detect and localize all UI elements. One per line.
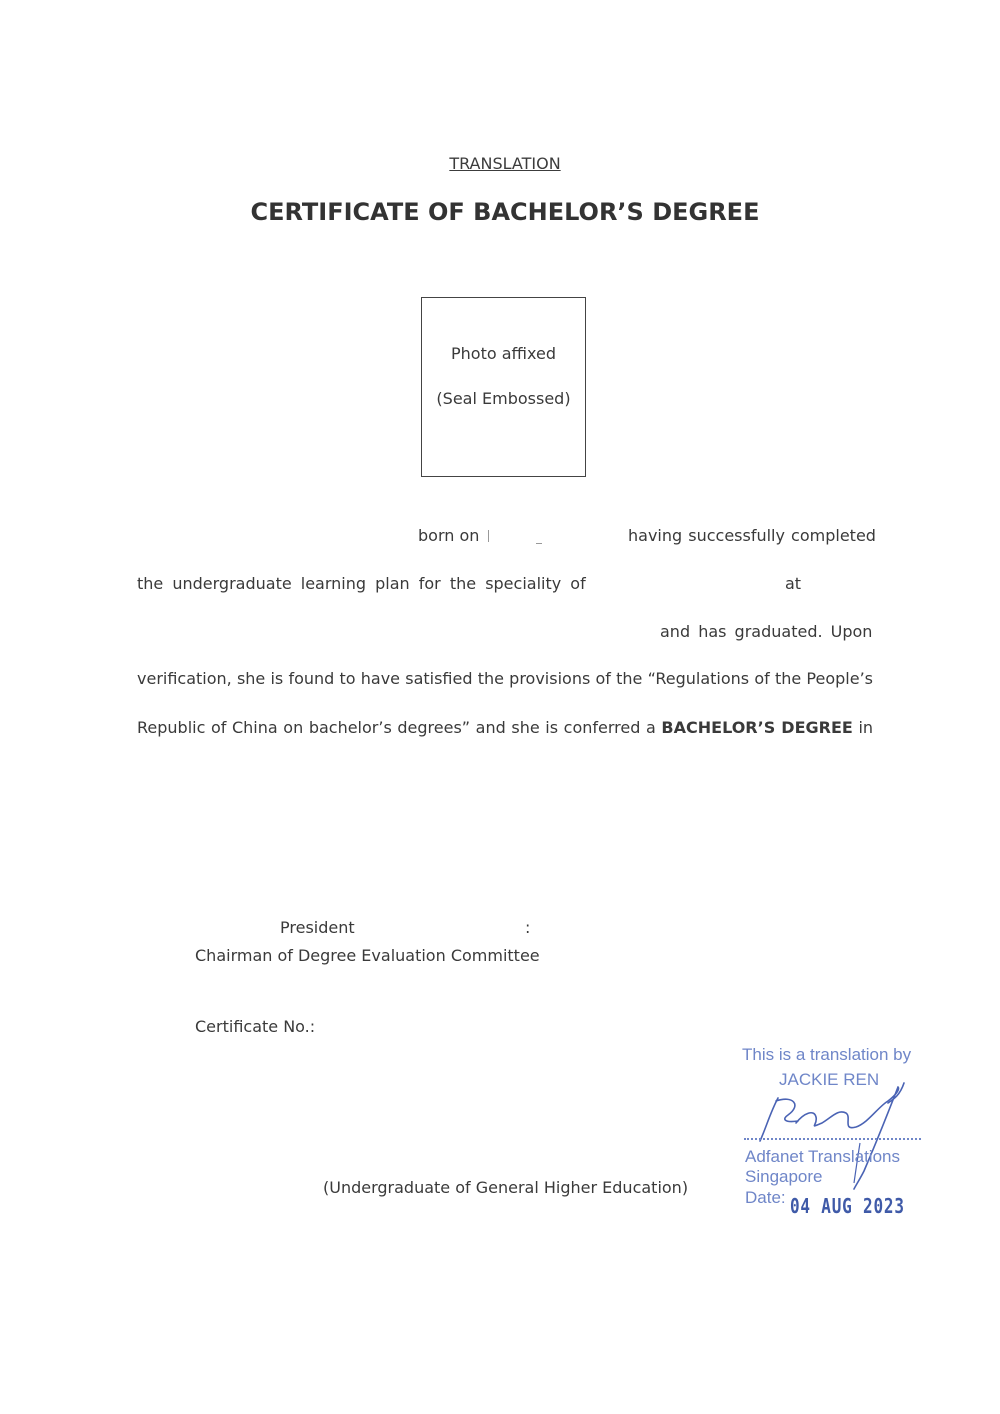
document-title: CERTIFICATE OF BACHELOR’S DEGREE xyxy=(250,198,760,226)
degree-bold-text: BACHELOR’S DEGREE xyxy=(661,718,853,737)
stamp-translator-name: JACKIE REN xyxy=(779,1070,880,1089)
certificate-number-label: Certificate No.: xyxy=(195,1017,316,1036)
learning-plan-text: the undergraduate learning plan for the speciality of xyxy=(137,574,586,593)
conferred-line xyxy=(137,718,873,737)
in-text: in xyxy=(858,718,874,737)
stamp-dotted-line xyxy=(744,1138,921,1140)
stamp-company: Adfanet Translations xyxy=(745,1147,900,1166)
stamp-date-label: Date: xyxy=(745,1188,786,1207)
undergraduate-note: (Undergraduate of General Higher Education) xyxy=(323,1178,689,1197)
at-text: at xyxy=(785,574,802,593)
verification-text: verification, she is found to have satisfied the provisions of the “Regulations of the People’s xyxy=(137,669,873,688)
graduated-text: and has graduated. Upon xyxy=(660,622,873,641)
stamp-date-value: 04 AUG 2023 xyxy=(790,1194,905,1218)
stamp-city: Singapore xyxy=(745,1167,823,1186)
translator-stamp xyxy=(738,1043,938,1223)
seal-embossed-text: (Seal Embossed) xyxy=(436,389,571,408)
photo-affixed-text: Photo affixed xyxy=(451,344,556,363)
conferred-text: Republic of China on bachelor’s degrees” and she is conferred a xyxy=(137,718,656,737)
completed-text: having successfully completed xyxy=(628,526,876,545)
born-on-text: born on xyxy=(418,526,480,545)
redaction-mark xyxy=(536,543,542,544)
president-colon: : xyxy=(525,918,531,937)
chairman-label: Chairman of Degree Evaluation Committee xyxy=(195,946,540,965)
president-label: President xyxy=(280,918,355,937)
translation-label: TRANSLATION xyxy=(449,154,561,173)
photo-placeholder-box xyxy=(421,297,586,477)
redaction-mark xyxy=(488,530,489,542)
stamp-translation-by: This is a translation by xyxy=(742,1045,912,1064)
